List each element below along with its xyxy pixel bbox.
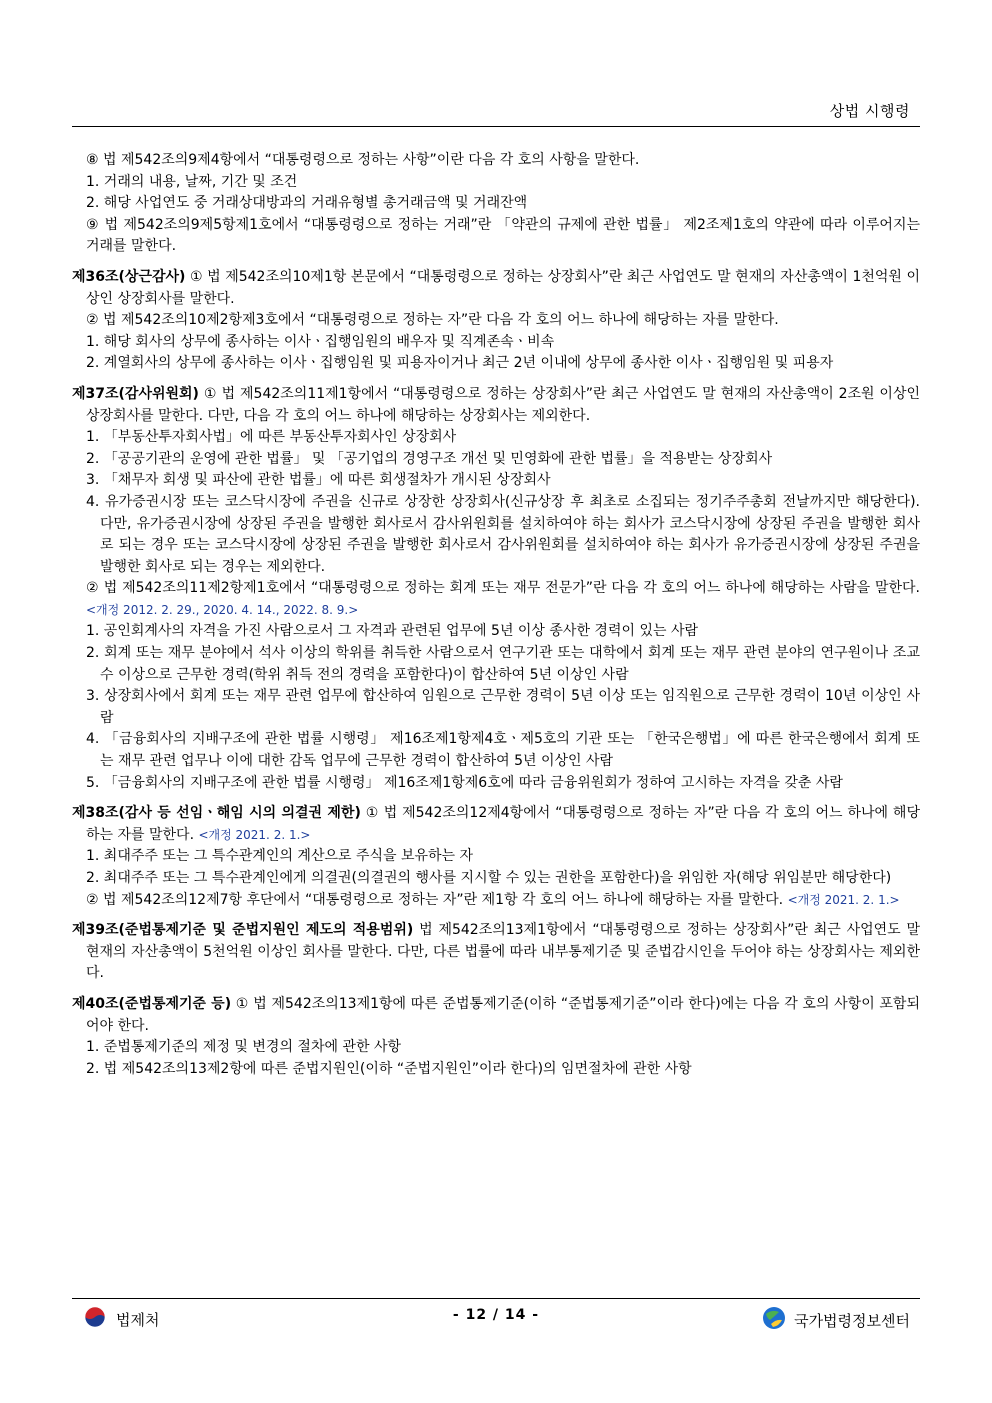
paragraph-text: ① 법 제542조의11제1항에서 “대통령령으로 정하는 상장회사”란 최근 사업연도 말 현재의 자산총액이 2조원 이상인 상장회사를 말한다. 다만, 다음 각 호의 어느 하나에 해당하는 상장회사는 제외한다.	[86, 385, 920, 424]
article-paragraph	[72, 267, 920, 310]
list-item	[72, 621, 920, 643]
amendment-note: <개정 2021. 2. 1.>	[198, 827, 311, 842]
paragraph-text: 3. 「채무자 회생 및 파산에 관한 법률」에 따른 회생절차가 개시된 상장회사	[86, 472, 551, 489]
list-item	[72, 1037, 920, 1059]
article-paragraph	[72, 920, 920, 985]
list-item	[72, 492, 920, 578]
clause-paragraph	[72, 215, 920, 258]
list-item	[72, 643, 920, 686]
paragraph-text: 1. 해당 회사의 상무에 종사하는 이사ㆍ집행임원의 배우자 및 직계존속ㆍ비속	[86, 333, 555, 350]
paragraph-text: ① 법 제542조의13제1항에 따른 준법통제기준(이하 “준법통제기준”이라 한다)에는 다음 각 호의 사항이 포함되어야 한다.	[86, 995, 920, 1034]
list-item	[72, 846, 920, 868]
globe-logo-icon	[762, 1306, 786, 1334]
list-item	[72, 773, 920, 795]
paragraph-text: ② 법 제542조의11제2항제1호에서 “대통령령으로 정하는 회계 또는 재무 전문가”란 다음 각 호의 어느 하나에 해당하는 사람을 말한다.	[86, 580, 920, 597]
paragraph-text: 2. 해당 사업연도 중 거래상대방과의 거래유형별 총거래금액 및 거래잔액	[86, 195, 528, 212]
list-item	[72, 193, 920, 215]
header-divider	[72, 126, 920, 127]
paragraph-text: ⑨ 법 제542조의9제5항제1호에서 “대통령령으로 정하는 거래”란 「약관의 규제에 관한 법률」 제2조제1호의 약관에 따라 이루어지는 거래를 말한다.	[86, 216, 920, 255]
list-item	[72, 868, 920, 890]
list-item	[72, 172, 920, 194]
clause-paragraph	[72, 310, 920, 332]
paragraph-text: ② 법 제542조의12제7항 후단에서 “대통령령으로 정하는 자”란 제1항 각 호의 어느 하나에 해당하는 자를 말한다.	[86, 891, 788, 908]
article-title: 제39조(준법통제기준 및 준법지원인 제도의 적용범위)	[72, 922, 414, 939]
article-paragraph	[72, 994, 920, 1037]
paragraph-text: 1. 거래의 내용, 날짜, 기간 및 조건	[86, 173, 298, 190]
amendment-note: <개정 2012. 2. 29., 2020. 4. 14., 2022. 8. 9.>	[86, 602, 359, 617]
paragraph-text: 2. 회계 또는 재무 분야에서 석사 이상의 학위를 취득한 사람으로서 연구기관 또는 대학에서 회계 또는 재무 관련 분야의 연구원이나 조교수 이상으로 근무한 경력(학위 취득 전의 경력을 포함한다)이 합산하여 5년 이상인 사람	[86, 645, 920, 683]
paragraph-text: ⑧ 법 제542조의9제4항에서 “대통령령으로 정하는 사항”이란 다음 각 호의 사항을 말한다.	[86, 152, 640, 168]
paragraph-text: 1. 준법통제기준의 제정 및 변경의 절차에 관한 사항	[86, 1039, 401, 1056]
paragraph-text: 1. 공인회계사의 자격을 가진 사람으로서 그 자격과 관련된 업무에 5년 이상 종사한 경력이 있는 사람	[86, 623, 699, 640]
amendment-note: <개정 2021. 2. 1.>	[787, 892, 900, 907]
list-item	[72, 427, 920, 449]
paragraph-text: ① 법 제542조의12제4항에서 “대통령령으로 정하는 자”란 다음 각 호의 어느 하나에 해당하는 자를 말한다.	[86, 805, 920, 843]
footer-info-center	[762, 1306, 910, 1334]
clause-paragraph	[72, 890, 920, 912]
paragraph-text: 5. 「금융회사의 지배구조에 관한 법률 시행령」 제16조제1항제6호에 따라 금융위원회가 정하여 고시하는 자격을 갖춘 사람	[86, 774, 843, 791]
paragraph-text: 법 제542조의13제1항에서 “대통령령으로 정하는 상장회사”란 최근 사업연도 말 현재의 자산총액이 5천억원 이상인 회사를 말한다. 다만, 다른 법률에 따라 내부통제기준 및 준법감시인을 두어야 하는 상장회사는 제외한다.	[86, 922, 921, 982]
paragraph-text: 2. 계열회사의 상무에 종사하는 이사ㆍ집행임원 및 피용자이거나 최근 2년 이내에 상무에 종사한 이사ㆍ집행임원 및 피용자	[86, 355, 834, 372]
page-header-title: 상법 시행령	[829, 102, 910, 120]
article-title: 제38조(감사 등 선임ㆍ해임 시의 의결권 제한)	[72, 805, 361, 822]
clause-paragraph	[72, 150, 920, 172]
list-item	[72, 332, 920, 354]
article-paragraph	[72, 803, 920, 846]
list-item	[72, 686, 920, 729]
list-item	[72, 1059, 920, 1081]
article-title: 제40조(준법통제기준 등)	[72, 995, 232, 1012]
paragraph-text: 2. 법 제542조의13제2항에 따른 준법지원인(이하 “준법지원인”이라 한다)의 임면절차에 관한 사항	[86, 1060, 692, 1077]
list-item	[72, 470, 920, 492]
list-item	[72, 449, 920, 471]
article-title: 제36조(상근감사)	[72, 268, 186, 285]
paragraph-text: 4. 「금융회사의 지배구조에 관한 법률 시행령」 제16조제1항제4호ㆍ제5호의 기관 또는 「한국은행법」에 따른 한국은행에서 회계 또는 재무 관련 업무나 이에 대한 감독 업무에 근무한 경력이 합산하여 5년 이상인 사람	[86, 731, 920, 770]
list-item	[72, 353, 920, 375]
page-number: - 12 / 14 -	[452, 1307, 540, 1323]
paragraph-text: 3. 상장회사에서 회계 또는 재무 관련 업무에 합산하여 임원으로 근무한 경력이 5년 이상 또는 임직원으로 근무한 경력이 10년 이상인 사람	[86, 688, 920, 726]
footer-agency-label: 법제처	[116, 1310, 160, 1329]
document-body	[72, 150, 920, 1080]
footer-center-label: 국가법령정보센터	[794, 1311, 910, 1330]
paragraph-text: 1. 최대주주 또는 그 특수관계인의 계산으로 주식을 보유하는 자	[86, 848, 474, 865]
article-title: 제37조(감사위원회)	[72, 385, 199, 402]
paragraph-text: ① 법 제542조의10제1항 본문에서 “대통령령으로 정하는 상장회사”란 최근 사업연도 말 현재의 자산총액이 1천억원 이상인 상장회사를 말한다.	[86, 268, 920, 307]
list-item	[72, 729, 920, 772]
paragraph-text: 1. 「부동산투자회사법」에 따른 부동산투자회사인 상장회사	[86, 429, 457, 446]
paragraph-text: ② 법 제542조의10제2항제3호에서 “대통령령으로 정하는 자”란 다음 각 호의 어느 하나에 해당하는 자를 말한다.	[86, 312, 779, 329]
footer-divider	[72, 1298, 920, 1299]
paragraph-text: 2. 「공공기관의 운영에 관한 법률」 및 「공기업의 경영구조 개선 및 민영화에 관한 법률」을 적용받는 상장회사	[86, 450, 773, 467]
paragraph-text: 4. 유가증권시장 또는 코스닥시장에 주권을 신규로 상장한 상장회사(신규상장 후 최초로 소집되는 정기주주총회 전날까지만 해당한다). 다만, 유가증권시장에 상장된 주권을 발행한 회사로서 감사위원회를 설치하여야 하는 회사가 코스닥시장에 상장된 주권을 발행한 회사로 되는 경우 또는 코스닥시장에 상장된 주권을 발행한 회사로서 감사위원회를 설치하여야 하는 회사가 유가증권시장에 상장된 주권을 발행한 회사로 되는 경우는 제외한다.	[86, 493, 920, 575]
article-paragraph	[72, 384, 920, 427]
clause-paragraph	[72, 578, 920, 621]
paragraph-text: 2. 최대주주 또는 그 특수관계인에게 의결권(의결권의 행사를 지시할 수 있는 권한을 포함한다)을 위임한 자(해당 위임분만 해당한다)	[86, 870, 892, 886]
